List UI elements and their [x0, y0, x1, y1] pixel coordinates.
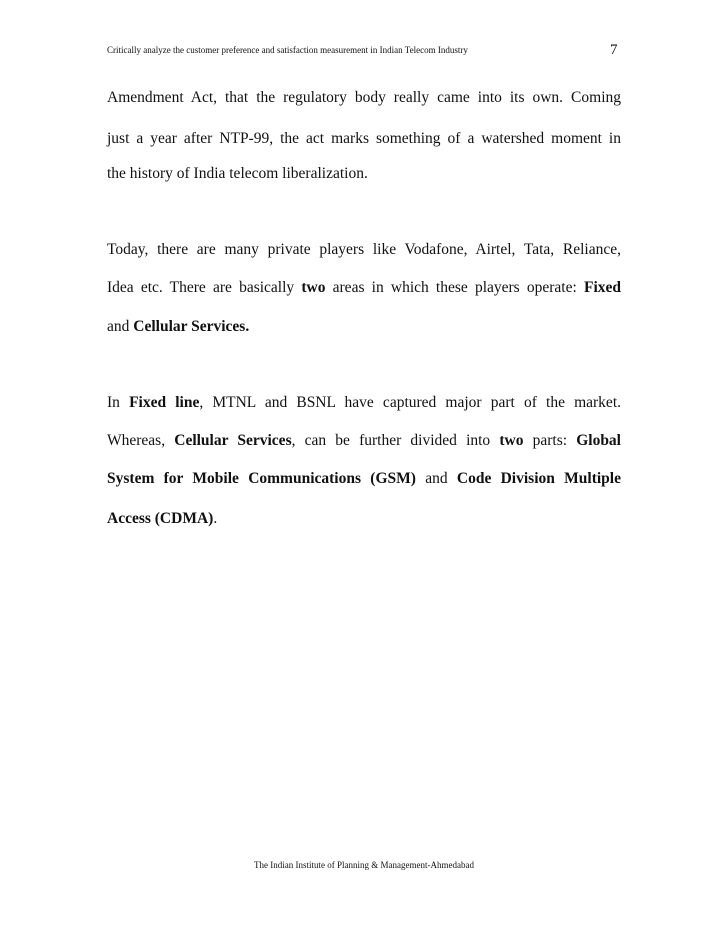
text-segment: In	[107, 394, 130, 411]
paragraph-2-line-3	[107, 317, 621, 337]
paragraph-3-line-2	[107, 431, 621, 451]
text-segment: and	[107, 318, 134, 335]
bold-segment: Cellular Services.	[133, 318, 250, 335]
text-segment: .	[213, 510, 218, 527]
text-segment: areas in which these players operate:	[325, 279, 584, 296]
paragraph-3-line-1	[107, 393, 621, 413]
bold-segment: System for Mobile Communications (GSM)	[107, 470, 416, 487]
paragraph-1-line-1: Amendment Act, that the regulatory body really came into its own. Coming	[107, 89, 621, 106]
text-segment: and	[415, 470, 457, 487]
bold-segment: Cellular Services	[174, 432, 292, 449]
paragraph-1-line-2: just a year after NTP-99, the act marks something of a watershed moment in	[107, 130, 621, 147]
text-segment: , can be further divided into	[291, 432, 500, 449]
bold-segment: Access (CDMA)	[107, 510, 214, 527]
running-header-title: Critically analyze the customer preference and satisfaction measurement in Indian Telecom Industry	[107, 45, 468, 55]
text-segment: Whereas,	[107, 432, 175, 449]
paragraph-2-line-2	[107, 278, 621, 298]
bold-segment: Code Division Multiple	[456, 470, 621, 487]
text-segment: , MTNL and BSNL have captured major part of the market.	[199, 394, 621, 411]
bold-segment: two	[301, 279, 326, 296]
paragraph-3-line-4	[107, 509, 621, 529]
bold-segment: Fixed	[583, 279, 622, 296]
paragraph-2-line-1: Today, there are many private players like Vodafone, Airtel, Tata, Reliance,	[107, 241, 621, 258]
page-footer: The Indian Institute of Planning & Management-Ahmedabad	[254, 860, 474, 870]
text-segment: parts:	[523, 432, 577, 449]
paragraph-1-line-3: the history of India telecom liberalization.	[107, 165, 368, 182]
bold-segment: Fixed line	[129, 394, 200, 411]
text-segment: Idea etc. There are basically	[107, 279, 302, 296]
bold-segment: Global	[576, 432, 621, 449]
bold-segment: two	[499, 432, 524, 449]
paragraph-3-line-3	[107, 469, 621, 489]
page-number: 7	[610, 42, 618, 58]
